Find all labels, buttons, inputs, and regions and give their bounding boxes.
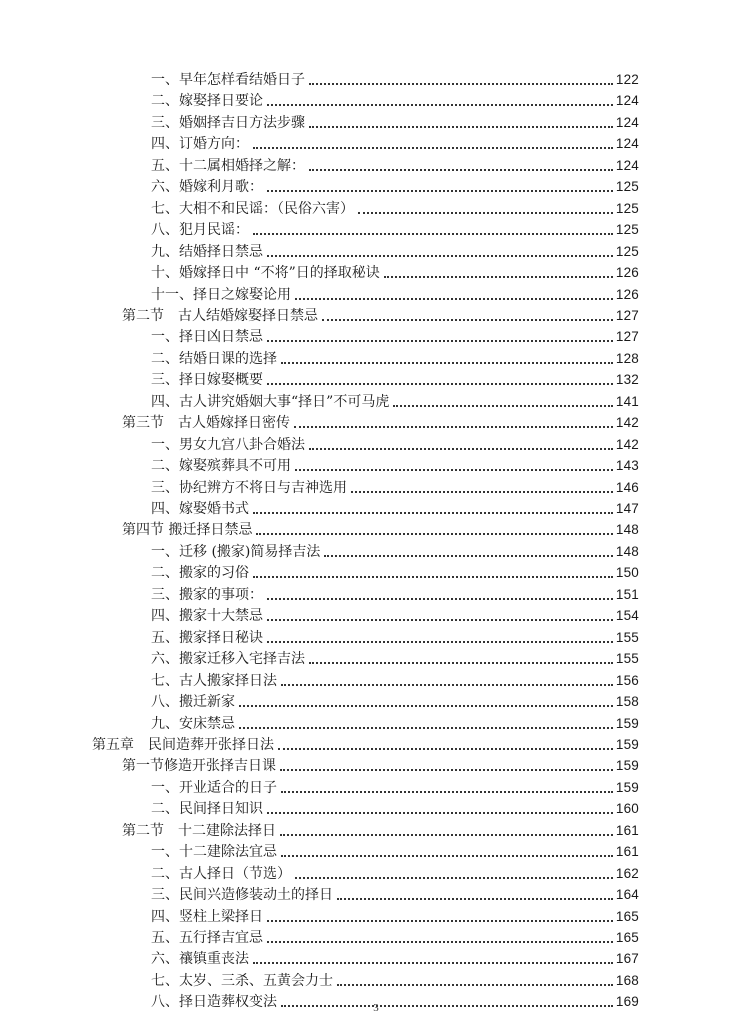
toc-entry bbox=[151, 89, 639, 110]
toc-entry-title: 二、嫁娶择日要论 bbox=[151, 93, 263, 110]
toc-dot-leader bbox=[309, 83, 613, 85]
toc-entry-title: 一、早年怎样看结婚日子 bbox=[151, 72, 305, 88]
toc-entry bbox=[151, 561, 639, 582]
toc-entry-title: 三、协纪辨方不将日与吉神选用 bbox=[151, 479, 347, 496]
toc-dot-leader bbox=[309, 448, 613, 450]
toc-entry bbox=[151, 926, 639, 947]
toc-entry-page-number: 146 bbox=[615, 479, 639, 495]
toc-entry-page-number: 127 bbox=[615, 329, 639, 345]
toc-entry bbox=[151, 132, 639, 153]
toc-entry-page-number: 124 bbox=[615, 114, 639, 130]
toc-dot-leader bbox=[309, 662, 613, 664]
toc-entry-title: 八、搬迁新家 bbox=[151, 694, 235, 711]
toc-dot-leader bbox=[253, 962, 613, 964]
toc-entry bbox=[151, 68, 639, 89]
toc-entry-title: 三、择日嫁娶概要 bbox=[151, 372, 263, 389]
toc-entry-page-number: 167 bbox=[615, 951, 639, 967]
toc-entry-title: 第五章 民间造葬开张择日法 bbox=[92, 736, 274, 753]
toc-entry-page-number: 159 bbox=[615, 715, 639, 731]
toc-entry-page-number: 122 bbox=[615, 72, 639, 87]
toc-entry bbox=[151, 261, 639, 282]
toc-entry-title: 四、古人讲究婚姻大事“择日”不可马虎 bbox=[151, 393, 390, 410]
toc-entry bbox=[151, 690, 639, 711]
toc-entry-page-number: 142 bbox=[615, 436, 639, 452]
toc-entry-title: 第四节 搬迁择日禁忌 bbox=[122, 522, 253, 539]
toc-dot-leader bbox=[267, 340, 613, 342]
toc-entry-page-number: 141 bbox=[615, 393, 639, 409]
toc-entry-page-number: 148 bbox=[615, 522, 639, 538]
toc-entry-title: 八、择日造葬权变法 bbox=[151, 994, 277, 1011]
toc-entry-page-number: 161 bbox=[615, 844, 639, 860]
toc-entry bbox=[151, 840, 639, 861]
toc-section-entry bbox=[122, 754, 639, 775]
toc-entry-page-number: 160 bbox=[615, 801, 639, 817]
toc-entry bbox=[151, 197, 639, 218]
toc-entry-page-number: 159 bbox=[615, 758, 639, 774]
toc-dot-leader bbox=[253, 576, 613, 578]
toc-entry bbox=[151, 947, 639, 968]
toc-entry-title: 四、订婚方向： bbox=[151, 136, 249, 153]
toc-section-entry bbox=[122, 411, 639, 432]
toc-entry-page-number: 125 bbox=[615, 243, 639, 259]
toc-dot-leader bbox=[309, 169, 613, 171]
toc-entry-page-number: 159 bbox=[615, 779, 639, 795]
toc-dot-leader bbox=[267, 255, 613, 257]
toc-dot-leader bbox=[322, 319, 613, 321]
toc-entry bbox=[151, 797, 639, 818]
toc-dot-leader bbox=[239, 705, 613, 707]
toc-entry-page-number: 124 bbox=[615, 93, 639, 109]
toc-entry bbox=[151, 325, 639, 346]
toc-entry-page-number: 142 bbox=[615, 415, 639, 431]
toc-dot-leader bbox=[351, 491, 613, 493]
toc-dot-leader bbox=[267, 598, 613, 600]
toc-entry-title: 六、禳镇重丧法 bbox=[151, 951, 249, 968]
toc-entry-page-number: 165 bbox=[615, 908, 639, 924]
toc-dot-leader bbox=[278, 748, 613, 750]
toc-entry bbox=[151, 175, 639, 196]
toc-dot-leader bbox=[280, 769, 613, 771]
toc-entry-title: 二、古人择日（节选） bbox=[151, 865, 291, 882]
toc-entry bbox=[151, 218, 639, 239]
toc-entry-title: 第二节 十二建除法择日 bbox=[122, 822, 276, 839]
toc-entry-page-number: 143 bbox=[615, 458, 639, 474]
toc-entry bbox=[151, 969, 639, 990]
toc-entry bbox=[151, 604, 639, 625]
toc-entry-title: 十、婚嫁择日中 “不将”日的择取秘诀 bbox=[151, 265, 380, 282]
toc-entry-page-number: 169 bbox=[615, 994, 639, 1010]
toc-section-entry bbox=[122, 304, 639, 325]
toc-dot-leader bbox=[267, 641, 613, 643]
toc-dot-leader bbox=[281, 855, 613, 857]
toc-section-entry bbox=[122, 518, 639, 539]
toc-entry-title: 一、迁移 (搬家)简易择吉法 bbox=[151, 543, 321, 560]
toc-dot-leader bbox=[267, 619, 613, 621]
toc-entry-page-number: 159 bbox=[615, 736, 639, 752]
toc-entry bbox=[151, 626, 639, 647]
toc-dot-leader bbox=[253, 147, 613, 149]
toc-dot-leader bbox=[384, 276, 613, 278]
toc-entry bbox=[151, 776, 639, 797]
toc-dot-leader bbox=[358, 212, 613, 214]
toc-dot-leader bbox=[337, 898, 613, 900]
toc-dot-leader bbox=[324, 555, 613, 557]
toc-entry-title: 一、择日凶日禁忌 bbox=[151, 329, 263, 346]
toc-entry-title: 二、结婚日课的选择 bbox=[151, 350, 277, 367]
toc-section-entry bbox=[122, 819, 639, 840]
toc-entry-title: 九、安床禁忌 bbox=[151, 715, 235, 732]
toc-dot-leader bbox=[256, 533, 612, 535]
toc-entry-title: 四、搬家十大禁忌 bbox=[151, 608, 263, 625]
toc-entry-page-number: 168 bbox=[615, 972, 639, 988]
toc-entry-page-number: 154 bbox=[615, 608, 639, 624]
toc-dot-leader bbox=[337, 984, 613, 986]
toc-dot-leader bbox=[295, 469, 613, 471]
toc-entry-page-number: 126 bbox=[615, 265, 639, 281]
toc-dot-leader bbox=[294, 426, 613, 428]
toc-entry-title: 九、结婚择日禁忌 bbox=[151, 243, 263, 260]
toc-entry-title: 七、大相不和民谣：（民俗六害） bbox=[151, 200, 354, 217]
toc-entry bbox=[151, 283, 639, 304]
toc-entry bbox=[151, 111, 639, 132]
toc-entry bbox=[151, 540, 639, 561]
toc-entry bbox=[151, 347, 639, 368]
toc-entry-title: 二、嫁娶殡葬具不可用 bbox=[151, 458, 291, 475]
toc-entry-title: 七、古人搬家择日法 bbox=[151, 672, 277, 689]
toc-entry-page-number: 148 bbox=[615, 543, 639, 559]
toc-entry-page-number: 161 bbox=[615, 822, 639, 838]
toc-entry-page-number: 156 bbox=[615, 672, 639, 688]
toc-entry bbox=[151, 862, 639, 883]
toc-entry-page-number: 125 bbox=[615, 200, 639, 216]
toc-entry bbox=[151, 390, 639, 411]
toc-dot-leader bbox=[239, 727, 613, 729]
toc-entry-title: 五、十二属相婚择之解： bbox=[151, 157, 305, 174]
toc-entry-page-number: 162 bbox=[615, 865, 639, 881]
toc-entry-title: 一、十二建除法宜忌 bbox=[151, 844, 277, 861]
toc-entry-title: 一、男女九宫八卦合婚法 bbox=[151, 436, 305, 453]
toc-entry-title: 八、犯月民谣： bbox=[151, 222, 249, 239]
toc-dot-leader bbox=[267, 941, 613, 943]
toc-dot-leader bbox=[253, 233, 613, 235]
toc-entry-page-number: 124 bbox=[615, 157, 639, 173]
toc-entry-page-number: 126 bbox=[615, 286, 639, 302]
toc-entry-title: 三、婚姻择吉日方法步骤 bbox=[151, 114, 305, 131]
toc-entry bbox=[151, 454, 639, 475]
toc-entry-title: 六、婚嫁利月歌： bbox=[151, 179, 263, 196]
toc-entry-page-number: 151 bbox=[615, 586, 639, 602]
toc-dot-leader bbox=[267, 104, 613, 106]
toc-entry-title: 一、开业适合的日子 bbox=[151, 779, 277, 796]
toc-entry-title: 六、搬家迁移入宅择吉法 bbox=[151, 651, 305, 668]
toc-dot-leader bbox=[295, 877, 613, 879]
toc-entry-title: 第二节 古人结婚嫁娶择日禁忌 bbox=[122, 307, 318, 324]
toc-entry bbox=[151, 240, 639, 261]
toc-entry bbox=[151, 497, 639, 518]
toc-entry-page-number: 124 bbox=[615, 136, 639, 152]
toc-dot-leader bbox=[295, 298, 613, 300]
toc-dot-leader bbox=[267, 383, 613, 385]
toc-entry-page-number: 147 bbox=[615, 501, 639, 516]
toc-entry-title: 第三节 古人婚嫁择日密传 bbox=[122, 415, 290, 432]
toc-dot-leader bbox=[281, 684, 613, 686]
toc-entry-title: 三、民间兴造修装动土的择日 bbox=[151, 887, 333, 904]
toc-dot-leader bbox=[267, 920, 613, 922]
toc-entry bbox=[151, 905, 639, 926]
toc-dot-leader bbox=[267, 190, 613, 192]
toc-entry-title: 七、太岁、三杀、五黄会力士 bbox=[151, 972, 333, 989]
toc-entry-title: 五、搬家择日秘诀 bbox=[151, 629, 263, 646]
toc-dot-leader bbox=[267, 812, 613, 814]
toc-entry bbox=[151, 647, 639, 668]
toc-entry-page-number: 132 bbox=[615, 372, 639, 388]
toc-entry bbox=[151, 583, 639, 604]
toc-entry-page-number: 127 bbox=[615, 307, 639, 323]
toc-entry bbox=[151, 433, 639, 454]
toc-entry-title: 二、搬家的习俗 bbox=[151, 565, 249, 582]
toc-entry-page-number: 164 bbox=[615, 887, 639, 903]
toc-entry bbox=[151, 368, 639, 389]
toc-entry-page-number: 150 bbox=[615, 565, 639, 581]
toc-dot-leader bbox=[281, 791, 613, 793]
toc-entry-title: 十一、择日之嫁娶论用 bbox=[151, 286, 291, 303]
toc-dot-leader bbox=[281, 362, 613, 364]
toc-entry-title: 四、竖柱上梁择日 bbox=[151, 908, 263, 925]
toc-dot-leader bbox=[280, 834, 613, 836]
toc-entry-title: 四、嫁娶婚书式 bbox=[151, 501, 249, 517]
toc-entry-title: 五、五行择吉宜忌 bbox=[151, 930, 263, 946]
toc-dot-leader bbox=[253, 512, 613, 514]
toc-chapter-entry bbox=[92, 733, 639, 754]
toc-entry-page-number: 158 bbox=[615, 694, 639, 710]
page-number: 3 bbox=[373, 1002, 379, 1014]
toc-entry-page-number: 155 bbox=[615, 629, 639, 645]
toc-entry bbox=[151, 154, 639, 175]
toc-entry-title: 三、搬家的事项： bbox=[151, 586, 263, 603]
toc-entry bbox=[151, 476, 639, 497]
toc-entry-page-number: 155 bbox=[615, 651, 639, 667]
toc-entry-title: 二、民间择日知识 bbox=[151, 801, 263, 818]
toc-entry-page-number: 125 bbox=[615, 179, 639, 195]
toc-entry-page-number: 125 bbox=[615, 222, 639, 238]
toc-dot-leader bbox=[309, 126, 613, 128]
toc-entry bbox=[151, 669, 639, 690]
toc-entry bbox=[151, 712, 639, 733]
toc-entry bbox=[151, 883, 639, 904]
toc-entry-page-number: 128 bbox=[615, 350, 639, 366]
toc-entry-title: 第一节修造开张择吉日课 bbox=[122, 758, 276, 775]
toc-entry-page-number: 165 bbox=[615, 930, 639, 945]
toc-dot-leader bbox=[393, 405, 613, 407]
